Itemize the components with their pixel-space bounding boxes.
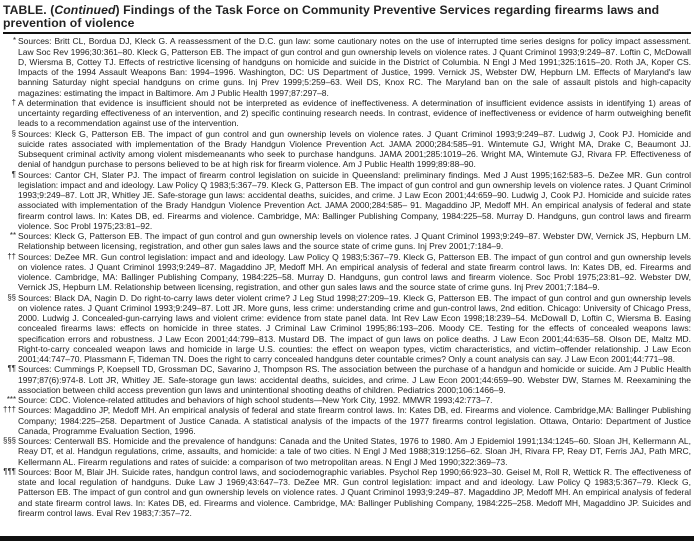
footnote-item <box>3 364 691 395</box>
footnote-marker: ††† <box>3 405 17 415</box>
footnote-item <box>3 36 691 98</box>
footnote-item <box>3 231 691 252</box>
footnote-text: Sources: Black DA, Nagin D. Do right-to-carry laws deter violent crime? J Leg Stud 1998;27:209–19. Kleck G, Patterson EB. The impact of gun control and gun ownership levels on violence rates. J Quant Criminol 1993;9:249–87. Lott JR. More guns, less crime: understanding crime and gun-control laws, 2nd edition. Chicago: University of Chicago Press, 2000. Ludwig J. Concealed-gun-carrying laws and violent crime: evidence from state panel data. Int Rev Law Econ 1998;18:239–54. McDowall D, Loftin C, Wiersma B. Easing concealed firearms laws: effects on homicide in three states. J Criminal Law Criminol 1995;86:193–206. Moody CE. Testing for the effects of concealed weapons laws: specification errors and robustness. J Law Econ 2001;44:799–813. Mustard DB. The impact of gun laws on police deaths. J Law Econ 2001;44:635–58. Olson DE, Maltz MD. Right-to-carry concealed weapon laws and homicide in large U.S. counties: the effect on weapon types, victim characteristics, and victim–offender relationship. J Law Econ 2001;44:747–70. Plassmann F, Tideman TN. Does the right to carry concealed handguns deter countable crimes? Only a count analysis can say. J Law Econ 2001;44:771–98. <box>18 292 691 365</box>
table-title-continued-label: Continued <box>54 3 116 17</box>
footnote-text: Sources: Cantor CH, Slater PJ. The impact of firearm control legislation on suicide in Queensland: preliminary findings. Med J Aust 1995;162:583–5. DeZee MR. Gun control legislation: impact and and ideology. Law Policy Q 1983;5:367–79. Kleck G, Patterson EB. The impact of gun control and gun ownership levels on violence rates. J Quant Criminol 1993;9:249–87. Lott JR, Whitley JE. Safe-storage gun laws: accidental deaths, suicides, and crime. J Law Econ 2001;44:659–90. Ludwig J, Cook PJ. Homicide and suicide rates associated with implementation of the Brady Handgun Violence Prevention Act. JAMA 2000;284:585– 91. Magaddino JP, Medoff MH. An empirical analysis of federal and state firearm control laws. In: Kates DB, ed. Firearms and violence. Cambridge, MA: Ballinger Publishing Company, 1984:225–58. Murray D. Handguns, gun control laws and firearm violence. Soc Probl 1975;23:81–92. <box>18 169 691 231</box>
footnote-marker: ¶¶ <box>7 364 16 374</box>
footnote-text: Source: CDC. Violence-related attitudes and behaviors of high school students—New York City, 1992. MMWR 1993;42:773–7. <box>18 395 493 406</box>
footnote-text: Sources: Centerwall BS. Homicide and the prevalence of handguns: Canada and the United States, 1976 to 1980. Am J Epidemiol 1991;134:1245–60. Sloan JH, Kellermann AL, Reay DT, et al. Handgun regulations, crime, assaults, and homicide: a tale of two cities. N Engl J Med 1988;319:1256–62. Sloan JH, Rivara FP, Reay DT, Ferris JAJ, Path MRC, Kellermann AL. Firearm regulations and rates of suicide: a comparison of two metropolitan areas. N Engl J Med 1990;322:369–73. <box>18 436 691 467</box>
footnote-text: Sources: Kleck G, Patterson EB. The impact of gun control and gun ownership levels on violence rates. J Quant Criminol 1993;9:249–87. Ludwig J, Cook PJ. Homicide and suicide rates associated with implementation of the Brady Handgun Violence Prevention Act. JAMA 2000;284:585–91. Wintemute GJ, Wright MA, Drake C, Beaumont JJ. Subsequent criminal activity among violent misdemeanants who seek to purchase handguns. JAMA 2001;285:1019–26. Wright MA, Wintemute GJ, Rivara FP. Effectiveness of denial of handgun purchase to persons believed to be at high risk for firearm violence. Am J Public Health 1999;89:88–90. <box>18 128 691 170</box>
footnote-text: Sources: DeZee MR. Gun control legislation: impact and and ideology. Law Policy Q 1983;5:367–79. Kleck G, Patterson EB. The impact of gun control and gun ownership levels on violence rates. J Quant Criminol 1993;9:249–87. Magaddino JP, Medoff MH. An empirical analysis of federal and state firearm control laws. In: Kates DB, ed. Firearms and violence. Cambridge, MA: Ballinger Publishing Company, 1984:225–58. Murray D. Handguns, gun control laws and firearm violence. Soc Probl 1975;23:81–92. Webster DW, Vernick JS, Hepburn LM. Relationship between licensing, registration, and other gun sales laws and the source state of crime guns. Inj Prev 2001;7:184–9. <box>18 251 691 293</box>
footnote-text: A determination that evidence is insufficient should not be interpreted as evidence of ineffectiveness. A determination of insufficient evidence assists in identifying 1) areas of uncertainty regarding effectiveness of an intervention, and 2) specific continuing research needs. In contrast, evidence of ineffectiveness or evidence of harm outweighing benefit leads to a recommendation against use of the intervention. <box>18 97 691 129</box>
footnote-item <box>3 293 691 365</box>
footnote-marker: †† <box>7 251 16 261</box>
footnote-item <box>3 129 691 170</box>
table-title-text: ) Findings of the Task Force on Community Preventive Services regarding firearms laws and prevention of violence <box>3 3 660 31</box>
footnote-text: Sources: Magaddino JP, Medoff MH. An empirical analysis of federal and state firearm control laws. In: Kates DB, ed. Firearms and violence. Cambridge,MA: Ballinger Publishing Company; 1984:225–258. Department of Justice Canada. A statistical analysis of the impacts of the 1977 firearms control legislation. Ottawa, Ontario: Department of Justice Canada, Programme Evaluation Section, 1996. <box>18 405 691 436</box>
footnote-item <box>3 98 691 129</box>
table-title-prefix: TABLE. ( <box>3 3 55 17</box>
footnote-marker: *** <box>6 395 16 405</box>
footnote-text: Sources: Britt CL, Bordua DJ, Kleck G. A reassessment of the D.C. gun law: some cautionary notes on the use of interrupted time series designs for policy impact assessment. Law Soc Rev 1996;30:361–80. Kleck G, Patterson EB. The impact of gun control and gun ownership levels on violence rates. J Quant Criminol 1993;9:249–87. Loftin C, McDowall D, Wiersma B, Cottey TJ. Effects of restrictive licensing of handguns on homicide and suicide in the District of Columbia. N Engl J Med 1991;325:1615–20. Roth JA, Koper CS. Impacts of the 1994 Assault Weapons Ban: 1994–1996. Washington, DC: US Department of Justice, 1999. Vernick JS, Webster DW, Hepburn LM. Effects of Maryland's law banning Saturday night special handguns on crime guns. Inj Prev 1999;5:259–63. Weil DS, Knox RC. The Maryland ban on the sale of assault pistols and high-capacity magazines: estimating the impact in Baltimore. Am J Public Health 1997;87:297–8. <box>18 36 691 98</box>
footnote-marker: ¶¶¶ <box>3 466 16 476</box>
title-divider <box>3 32 691 34</box>
footnote-item <box>3 252 691 293</box>
footnote-marker: † <box>11 97 16 107</box>
footnote-marker: ** <box>9 231 16 241</box>
footnote-marker: * <box>12 36 16 46</box>
footnote-item <box>3 395 691 405</box>
footnote-marker: ¶ <box>11 169 16 179</box>
footnote-text: Sources: Cummings P, Koepsell TD, Grossman DC, Savarino J, Thompson RS. The association between the purchase of a handgun and homicide or suicide. Am J Public Health 1997;87(6):974-8. Lott JR, Whitley JE. Safe-storage gun laws: accidental deaths, suicides, and crime. J Law Econ 2001;44:659–90. Webster DW, Starnes M. Reexamining the association between child access prevention gun laws and unintentional shooting deaths of children. Pediatrics 2000;106:1466–9. <box>18 364 691 395</box>
footnote-marker: §§§ <box>3 436 17 446</box>
table-title <box>3 4 691 30</box>
footnote-item <box>3 467 691 518</box>
footnote-item <box>3 405 691 436</box>
footnote-marker: § <box>11 128 16 138</box>
footnote-text: Sources: Boor M, Blair JH. Suicide rates, handgun control laws, and sociodemographic variables. Psychol Rep 1990;66:923–30. Geisel M, Roll R, Wettick R. The effectiveness of state and local regulation of handguns. Duke Law J 1969;43:647–73. DeZee MR. Gun control legislation: impact and and ideology. Law Policy Q 1983;5:367–79. Kleck G, Patterson EB. The impact of gun control and gun ownership levels on violence rates. J Quant Criminol 1993;9:249–87. Magaddino JP, Medoff MH. An empirical analysis of federal and state firearm control laws. In: Kates DB, ed. Firearms and violence. Cambridge, MA: Ballinger Publishing Company, 1984:225–258. Medoff MH, Magaddino JP. Suicides and firearm control laws. Eval Rev 1983;7:357–72. <box>18 466 691 518</box>
footnote-list <box>3 36 691 518</box>
footnote-text: Sources: Kleck G, Patterson EB. The impact of gun control and gun ownership levels on violence rates. J Quant Criminol 1993;9:249–87. Webster DW, Vernick JS, Hepburn LM. Relationship between licensing, registration, and other gun sales laws and the source state of crime guns. Inj Prev 2001;7:184–9. <box>18 231 691 252</box>
footnote-marker: §§ <box>7 292 16 302</box>
footnote-item <box>3 170 691 232</box>
footnote-item <box>3 436 691 467</box>
bottom-divider <box>0 536 694 541</box>
